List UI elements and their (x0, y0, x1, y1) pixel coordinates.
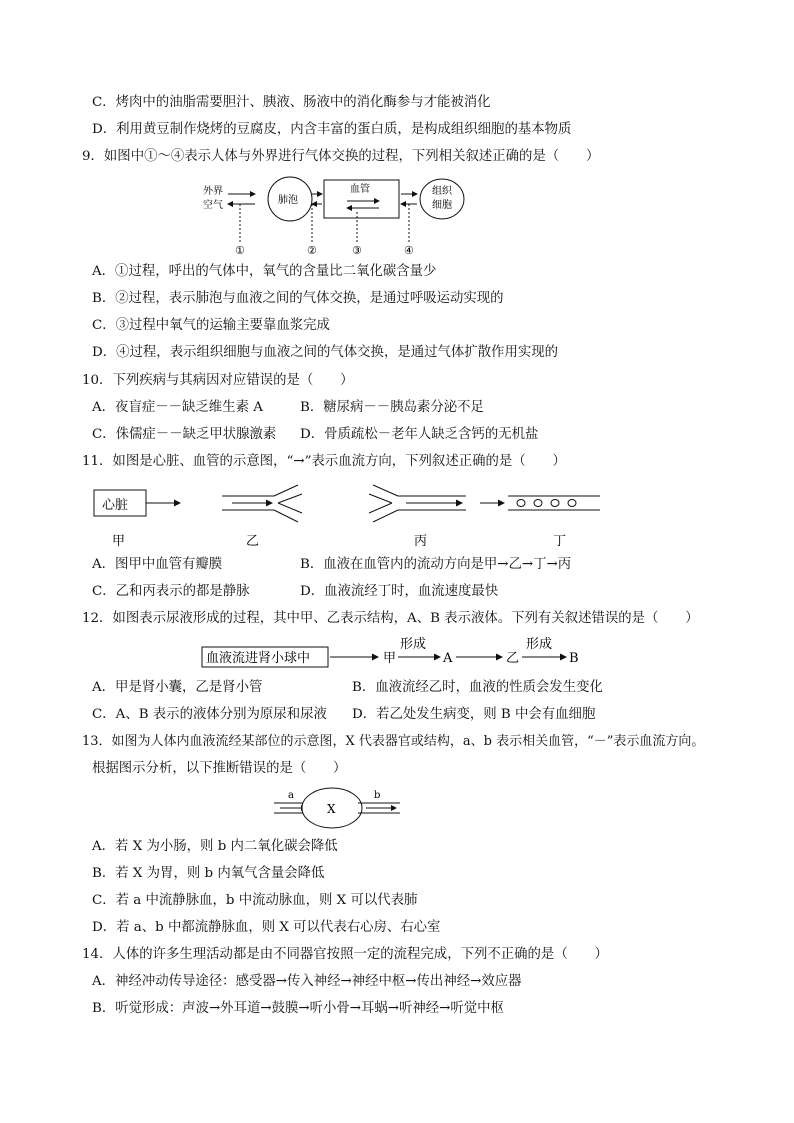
q14-option-a: A．神经冲动传导途径：感受器→传入神经→神经中枢→传出神经→效应器 (92, 974, 522, 989)
fig12-label-yi: 乙 (506, 651, 520, 666)
q14-option-b: B．听觉形成：声波→外耳道→鼓膜→听小骨→耳蜗→听神经→听觉中枢 (92, 1001, 504, 1016)
fig11-label-yi: 乙 (246, 534, 260, 549)
q8-option-d: D．利用黄豆制作烧烤的豆腐皮，内含丰富的蛋白质，是构成组织细胞的基本物质 (92, 122, 572, 137)
q10-stem: 10．下列疾病与其病因对应错误的是（ ） (82, 373, 354, 388)
q13-stem-2: 根据图示分析，以下推断错误的是（ ） (92, 761, 347, 776)
fig9-label-cell: 细胞 (432, 200, 452, 211)
fig9-num-3: ③ (352, 244, 362, 257)
q11-option-c: C．乙和丙表示的都是静脉 (92, 584, 250, 599)
q13-option-d: D．若 a、b 中都流静脉血，则 X 可以代表右心房、右心室 (92, 920, 441, 935)
q9-option-d: D．④过程，表示组织细胞与血液之间的气体交换，是通过气体扩散作用实现的 (92, 345, 559, 360)
fig11-label-bing: 丙 (414, 534, 428, 549)
fig12-label-A: A (443, 651, 453, 666)
fig11-label-heart: 心脏 (102, 498, 129, 513)
figure-heart-vessels (88, 482, 618, 552)
q11-option-d: D．血液流经丁时，血流速度最快 (300, 584, 499, 599)
fig9-tissue-cell (420, 179, 464, 219)
q9-option-b: B．②过程，表示肺泡与血液之间的气体交换，是通过呼吸运动实现的 (92, 291, 504, 306)
fig9-label-outside: 外界 (203, 186, 223, 197)
fig9-num-1: ① (235, 244, 245, 257)
q12-option-d: D．若乙处发生病变，则 B 中会有血细胞 (352, 707, 596, 722)
fig9-label-vessel: 血管 (350, 184, 370, 195)
q11-option-a: A．图甲中血管有瓣膜 (92, 557, 223, 572)
q12-option-a: A．甲是肾小囊，乙是肾小管 (92, 680, 263, 695)
q14-stem: 14．人体的许多生理活动都是由不同器官按照一定的流程完成，下列不正确的是（ ） (82, 947, 608, 962)
fig12-label-B: B (569, 651, 579, 666)
q10-option-a: A．夜盲症－－缺乏维生素 A (92, 400, 263, 415)
fig9-label-air: 空气 (203, 200, 223, 211)
q11-stem: 11．如图是心脏、血管的示意图，“→”表示血流方向，下列叙述正确的是（ ） (82, 454, 566, 469)
q9-option-a: A．①过程，呼出的气体中，氧气的含量比二氧化碳含量少 (92, 264, 437, 279)
fig13-label-a: a (288, 790, 294, 801)
q13-option-c: C．若 a 中流静脉血，b 中流动脉血，则 X 可以代表肺 (92, 893, 418, 908)
q13-option-a: A．若 X 为小肠，则 b 内二氧化碳会降低 (92, 839, 338, 854)
q8-option-c: C．烤肉中的油脂需要胆汁、胰液、肠液中的消化酶参与才能被消化 (92, 95, 491, 110)
q10-option-d: D．骨质疏松－老年人缺乏含钙的无机盐 (300, 427, 539, 442)
q12-option-b: B．血液流经乙时，血液的性质会发生变化 (352, 680, 603, 695)
fig9-num-4: ④ (404, 244, 414, 257)
q9-stem: 9．如图中①～④表示人体与外界进行气体交换的过程，下列相关叙述正确的是（ ） (82, 149, 600, 164)
figure-urine-formation (200, 636, 600, 670)
fig13-label-x: X (327, 802, 336, 816)
q13-stem: 13．如图为人体内血液流经某部位的示意图，X 代表器官或结构，a、b 表示相关血管，“－”表示血流方向。 (82, 734, 705, 749)
fig12-label-form2: 形成 (526, 637, 553, 652)
fig9-num-2: ② (307, 244, 317, 257)
fig9-label-tissue: 组织 (432, 186, 452, 197)
q11-option-b: B．血液在血管内的流动方向是甲→乙→丁→丙 (300, 557, 572, 572)
q10-option-c: C．侏儒症－－缺乏甲状腺激素 (92, 427, 277, 442)
q12-option-c: C．A、B 表示的液体分别为原尿和尿液 (92, 707, 327, 722)
q9-option-c: C．③过程中氧气的运输主要靠血浆完成 (92, 318, 330, 333)
fig12-label-start: 血液流进肾小球中 (206, 651, 311, 666)
figure-gas-exchange (195, 172, 475, 262)
fig11-label-jia: 甲 (112, 534, 126, 549)
fig12-label-form1: 形成 (400, 637, 427, 652)
q13-option-b: B．若 X 为胃，则 b 内氧气含量会降低 (92, 866, 325, 881)
q10-option-b: B．糖尿病－－胰岛素分泌不足 (300, 400, 484, 415)
figure-blood-flow-x (272, 786, 404, 832)
q12-stem: 12．如图表示尿液形成的过程，其中甲、乙表示结构，A、B 表示液体。下列有关叙述错误的是（ ） (82, 611, 699, 626)
fig11-label-ding: 丁 (553, 534, 567, 549)
fig9-label-alveolus: 肺泡 (278, 195, 298, 206)
fig13-label-b: b (374, 790, 381, 801)
fig12-label-jia: 甲 (383, 651, 397, 666)
